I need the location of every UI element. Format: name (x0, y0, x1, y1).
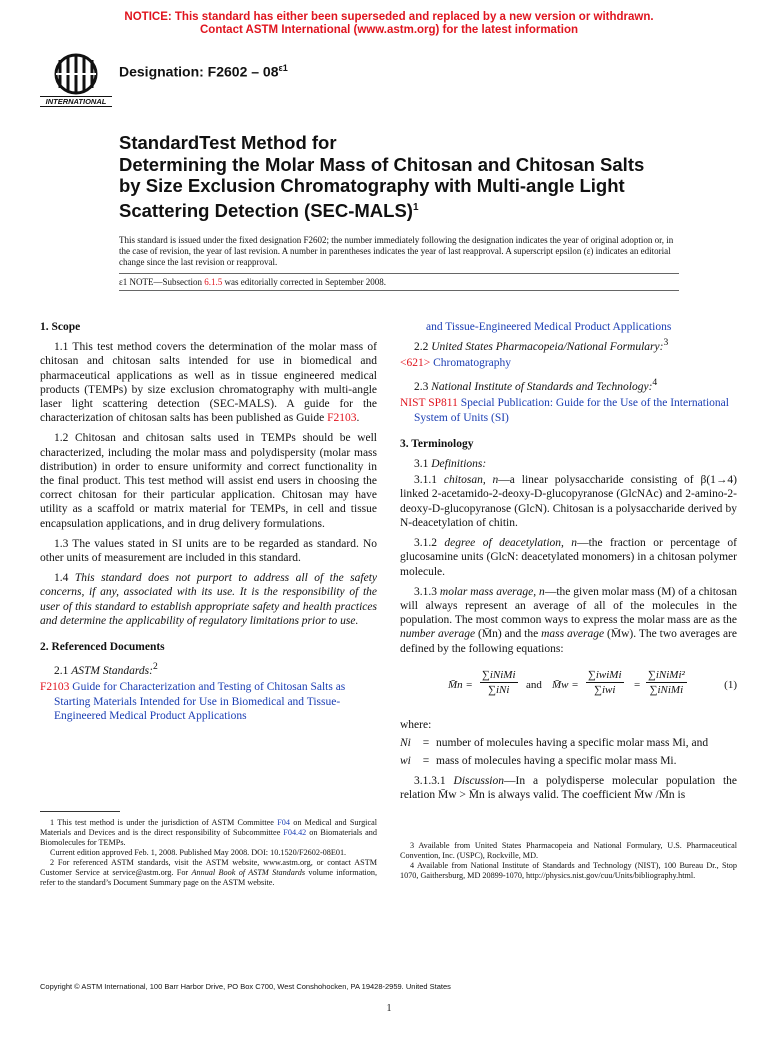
footnote-2: 2 For referenced ASTM standards, visit the ASTM website, www.astm.org, or contact ASTM Customer Service at service@astm.org. For Annual Book of ASTM Standards volume information, refer to the standard’s Document Summary page on the ASTM website. (40, 858, 378, 887)
link-usp-621[interactable]: <621> (400, 357, 431, 370)
document-title (119, 132, 679, 221)
link-f2103-ref[interactable]: F2103 (40, 681, 70, 694)
title-line-2: Determining the Molar Mass of Chitosan and Chitosan Salts (119, 153, 645, 175)
paragraph-3-1: 3.1 Definitions: (414, 458, 487, 471)
link-nist-sp811[interactable]: NIST SP811 (400, 397, 458, 410)
link-f2103[interactable]: F2103 (327, 412, 357, 425)
title-line-4: Scattering Detection (SEC-MALS)$^1$ (119, 199, 419, 221)
equation-1 (400, 662, 737, 710)
eq-mw-fraction-1: ∑iwiMi ∑iwi (588, 668, 622, 696)
eq-mw-fraction-2: ∑iNiMi² ∑iNiMi (648, 668, 685, 696)
designation-text: Designation: F2602 – 08 (119, 63, 279, 80)
variable-definitions (400, 736, 708, 768)
link-f04-42[interactable]: F04.42 (283, 828, 307, 837)
title-line-3: by Size Exclusion Chromatography with Multi-angle Light (119, 175, 625, 196)
definition-wi: wi = mass of molecules having a specific molar mass Mi. (400, 754, 677, 767)
right-footnotes (400, 841, 737, 881)
paragraph-3-1-3: 3.1.3 molar mass average, n—the given molar mass (M) of a chitosan will always represent an average of all of the molecules in the population. The most common ways to express the molar mass are as the number average (M̄n) and the mass average (M̄w). The two averages are defined by the following equations: (400, 585, 738, 655)
copyright: Copyright © ASTM International, 100 Barr Harbor Drive, PO Box C700, West Conshohocken, PA 19428-2959. United States (40, 982, 451, 991)
notice-line-2: Contact ASTM International (www.astm.org) for the latest information (199, 24, 579, 36)
eq-mn-fraction: ∑iNiMi ∑iNi (482, 668, 516, 696)
title-line-1: StandardTest Method for (119, 132, 337, 153)
designation (119, 63, 288, 80)
eq-mn-lhs: M̄n = (448, 678, 473, 691)
footnotes-left (40, 818, 377, 888)
definition-ni: Ni = number of molecules having a specific molar mass Mi, and (400, 736, 709, 749)
where-label: where: (400, 718, 432, 731)
logo-wordmark: INTERNATIONAL (40, 96, 112, 107)
reference-usp-621 (400, 356, 737, 370)
left-column (40, 320, 378, 887)
left-footnotes (40, 811, 377, 888)
link-6-1-5[interactable]: 6.1.5 (204, 277, 223, 287)
notice-line-1: NOTICE: This standard has either been superseded and replaced by a new version or withdrawn. (124, 11, 654, 23)
designation-epsilon: ε1 (278, 63, 288, 73)
section-heading-scope: 1. Scope (40, 321, 81, 333)
astm-logo (40, 52, 112, 108)
footnotes-right (400, 841, 737, 881)
footnote-1-edition: Current edition approved Feb. 1, 2008. Published May 2008. DOI: 10.1520/F2602-08E01. (50, 848, 347, 857)
eq-and: and (526, 678, 542, 691)
paragraph-2-1: 2.1 ASTM Standards:$^2$ (54, 661, 158, 678)
paragraph-3-1-3-1: 3.1.3.1 Discussion—In a polydisperse molecular population the relation M̄w > M̄n is always valid. The coefficient M̄w /M̄n is (400, 774, 738, 802)
reference-nist-title[interactable]: Special Publication: Guide for the Use of the International System of Units (SI) (414, 397, 729, 424)
reference-usp-title[interactable]: Chromatography (430, 357, 512, 370)
equation-label: (1) (724, 678, 737, 691)
paragraph-1-1: 1.1 This test method covers the determination of the molar mass of chitosan and chitosan salts intended for use in biomedical and pharmaceutical applications as well as in tissue engineered medical products (TEMPs) by size exclusion chromatography with multi-angle laser light scattering detection (SEC-MALS). A guide for the characterization of chitosan salts has been published as Guide F2103. (40, 341, 377, 425)
paragraph-3-1-2: 3.1.2 degree of deacetylation, n—the fraction or percentage of glucosamine units (GlcN: deacetylated monomers) in a chitosan polymer molecule. (400, 537, 737, 578)
paragraph-2-2: 2.2 United States Pharmacopeia/National Formulary:$^3$ (414, 337, 669, 354)
withdrawal-notice (0, 11, 778, 37)
paragraph-1-4: 1.4 This standard does not purport to address all of the safety concerns, if any, associated with its use. It is the responsibility of the user of this standard to establish appropriate safety and health practices and determine the applicability of regulatory limitations prior to use. (40, 572, 377, 627)
eq-equals: = (634, 678, 641, 691)
footnote-rule (40, 811, 120, 812)
eq-mw-lhs: M̄w = (552, 678, 579, 691)
reference-nist-sp811 (400, 396, 737, 424)
paragraph-2-3: 2.3 National Institute of Standards and Technology:$^4$ (414, 377, 658, 394)
paragraph-1-2: 1.2 Chitosan and chitosan salts used in TEMPs should be well characterized, including the molar mass and polydispersity (molar mass distribution) in order to ensure uniformity and correct functionality in the final product. This test method will assist end users in choosing the correct chitosan for their particular application. Chitosan may have utility as a scaffold or matrix material for TEMPs, in cell and tissue encapsulation applications, and in drug delivery formulations. (40, 432, 377, 530)
footnote-3: 3 Available from United States Pharmacopeia and National Formulary, U.S. Pharmaceutical Convention, Inc. (USPC), Rockville, MD. (400, 841, 737, 860)
link-f04[interactable]: F04 (277, 818, 290, 827)
section-heading-terminology: 3. Terminology (400, 437, 474, 450)
paragraph-1-3: 1.3 The values stated in SI units are to be regarded as standard. No other units of measurement are included in this standard. (40, 537, 377, 565)
reference-f2103 (40, 680, 377, 723)
reference-f2103-title[interactable]: Guide for Characterization and Testing of Chitosan Salts as Starting Materials Intended for Use in Biomedical and Tissue-Engineered Medical Product Applications (54, 681, 346, 722)
standard-issue-note: This standard is issued under the fixed designation F2602; the number immediately following the designation indicates the year of original adoption or, in the case of revision, the year of last revision. A number in parentheses indicates the year of last reapproval. A superscript epsilon (ε) indicates an editorial change since the last revision or reapproval. (119, 235, 674, 268)
footnote-1: 1 This test method is under the jurisdiction of ASTM Committee F04 on Medical and Surgical Materials and Devices and is the direct responsibility of Subcommittee F04.42 on Biomaterials and Biomolecules for TEMPs. (40, 818, 377, 847)
divider (119, 290, 679, 291)
paragraph-3-1-1: 3.1.1 chitosan, n—a linear polysaccharide consisting of β(1→4) linked 2-acetamido-2-deoxy-D-glucopyranose (GlcNAc) and 2-amino-2-deoxy-D-glucopyranose (GlcN). Chitosan is a polysaccharide derived by N-deacetylation of chitin. (400, 474, 737, 529)
right-column (400, 320, 738, 880)
divider (119, 273, 679, 274)
footnote-4: 4 Available from National Institute of Standards and Technology (NIST), 100 Bureau Dr., Stop 1070, Gaithersburg, MD 20899-1070, http://physics.nist.gov/cuu/Units/bibliography.html. (400, 861, 737, 880)
reference-continued: and Tissue-Engineered Medical Product Applications (426, 321, 672, 333)
page-number: 1 (386, 1003, 392, 1014)
epsilon-note: ε1 NOTE—Subsection 6.1.5 was editorially corrected in September 2008. (119, 277, 386, 287)
section-heading-references: 2. Referenced Documents (40, 641, 165, 654)
